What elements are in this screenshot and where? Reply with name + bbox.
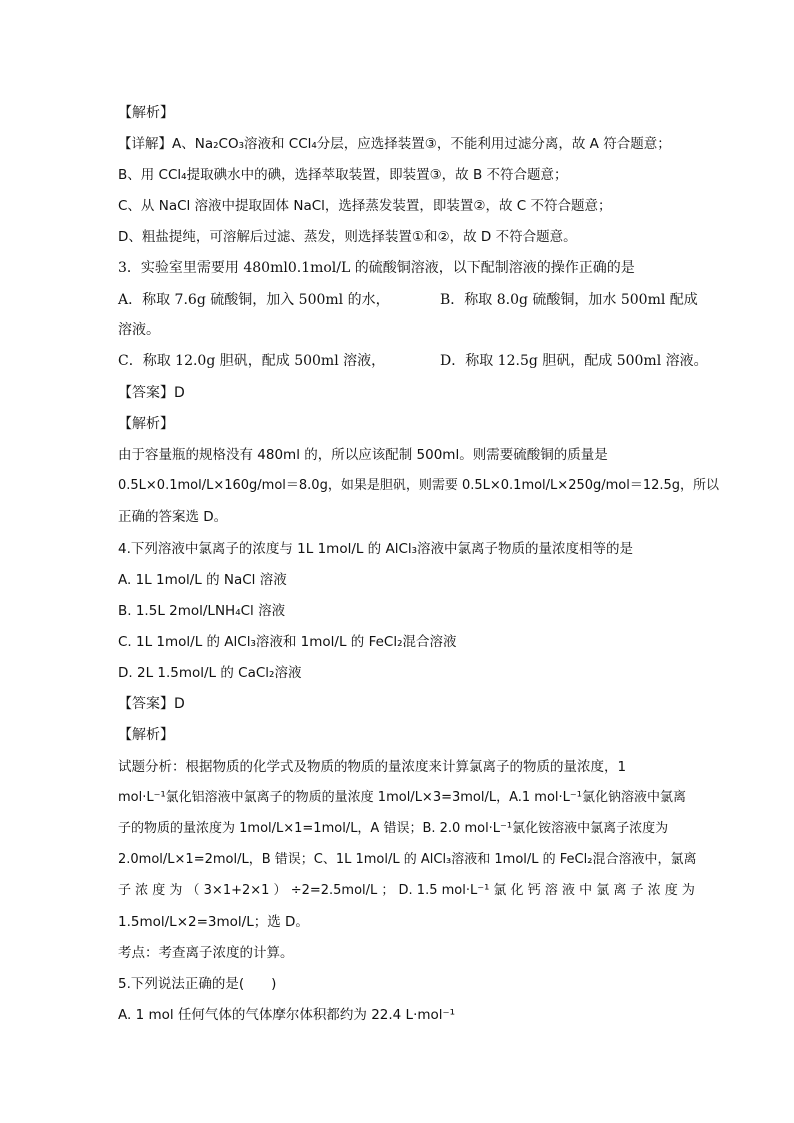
question-4-stem: 4.下列溶液中氯离子的浓度与 1L 1mol/L 的 AlCl₃溶液中氯离子物质的量浓度相等的是 [118,541,634,557]
detail-line-c: C、从 NaCl 溶液中提取固体 NaCl，选择蒸发装置，即装置②，故 C 不符合题意； [118,198,612,214]
question-3-option-d: D．称取 12.5g 胆矾，配成 500ml 溶液。 [440,353,708,369]
detail-line-a: 【详解】A、Na₂CO₃溶液和 CCl₄分层，应选择装置③，不能利用过滤分离，故 A 符合题意； [118,136,671,152]
question-5-stem: 5.下列说法正确的是( ) [118,976,277,992]
question-4-option-b: B. 1.5L 2mol/LNH₄Cl 溶液 [118,603,286,619]
question-4-option-d: D. 2L 1.5mol/L 的 CaCl₂溶液 [118,665,302,681]
analysis-heading-3: 【解析】 [118,416,174,432]
analysis-3-line-3: 正确的答案选 D。 [118,509,228,525]
question-5-option-a: A. 1 mol 任何气体的气体摩尔体积都约为 22.4 L·mol⁻¹ [118,1007,456,1023]
analysis-3-line-1: 由于容量瓶的规格没有 480ml 的，所以应该配制 500ml。则需要硫酸铜的质量是 [118,447,608,463]
analysis-3-line-2: 0.5L×0.1mol/L×160g/mol＝8.0g，如果是胆矾，则需要 0.5L×0.1mol/L×250g/mol＝12.5g，所以 [118,478,720,493]
question-3-option-c: C．称取 12.0g 胆矾，配成 500ml 溶液， [118,353,386,369]
analysis-4-line-5: 子 浓 度 为 （ 3×1+2×1 ） ÷2=2.5mol/L ； D. 1.5 mol·L⁻¹ 氯 化 钙 溶 液 中 氯 离 子 浓 度 为 [118,883,695,898]
analysis-4-line-1: 试题分析：根据物质的化学式及物质的物质的量浓度来计算氯离子的物质的量浓度，1 [118,759,627,775]
analysis-4-line-2: mol·L⁻¹氯化铝溶液中氯离子的物质的量浓度 1mol/L×3=3mol/L，A.1 mol·L⁻¹氯化钠溶液中氯离 [118,790,686,805]
analysis-4-line-6: 1.5mol/L×2=3mol/L；选 D。 [118,914,309,930]
answer-heading-3: 【答案】D [118,385,185,401]
question-3-option-b-cont: 溶液。 [118,322,160,338]
analysis-4-line-4: 2.0mol/L×1=2mol/L，B 错误；C、1L 1mol/L 的 AlCl₃溶液和 1mol/L 的 FeCl₂混合溶液中，氯离 [118,852,697,867]
question-3-stem: 3．实验室里需要用 480ml0.1mol/L 的硫酸铜溶液，以下配制溶液的操作正确的是 [118,260,635,276]
question-4-option-c: C. 1L 1mol/L 的 AlCl₃溶液和 1mol/L 的 FeCl₂混合溶液 [118,634,457,650]
detail-line-b: B、用 CCl₄提取碘水中的碘，选择萃取装置，即装置③，故 B 不符合题意； [118,167,568,183]
question-4-option-a: A. 1L 1mol/L 的 NaCl 溶液 [118,572,287,588]
question-3-option-a: A．称取 7.6g 硫酸铜，加入 500ml 的水， [118,292,390,308]
analysis-heading-4: 【解析】 [118,727,174,743]
section-heading-analysis: 【解析】 [118,105,174,121]
answer-heading-4: 【答案】D [118,696,185,712]
analysis-4-line-3: 子的物质的量浓度为 1mol/L×1=1mol/L，A 错误；B. 2.0 mol·L⁻¹氯化铵溶液中氯离子浓度为 [118,821,669,836]
key-point-note: 考点：考查离子浓度的计算。 [118,945,294,961]
detail-line-d: D、粗盐提纯，可溶解后过滤、蒸发，则选择装置①和②，故 D 不符合题意。 [118,229,577,245]
question-3-option-b: B．称取 8.0g 硫酸铜，加水 500ml 配成 [440,292,698,308]
